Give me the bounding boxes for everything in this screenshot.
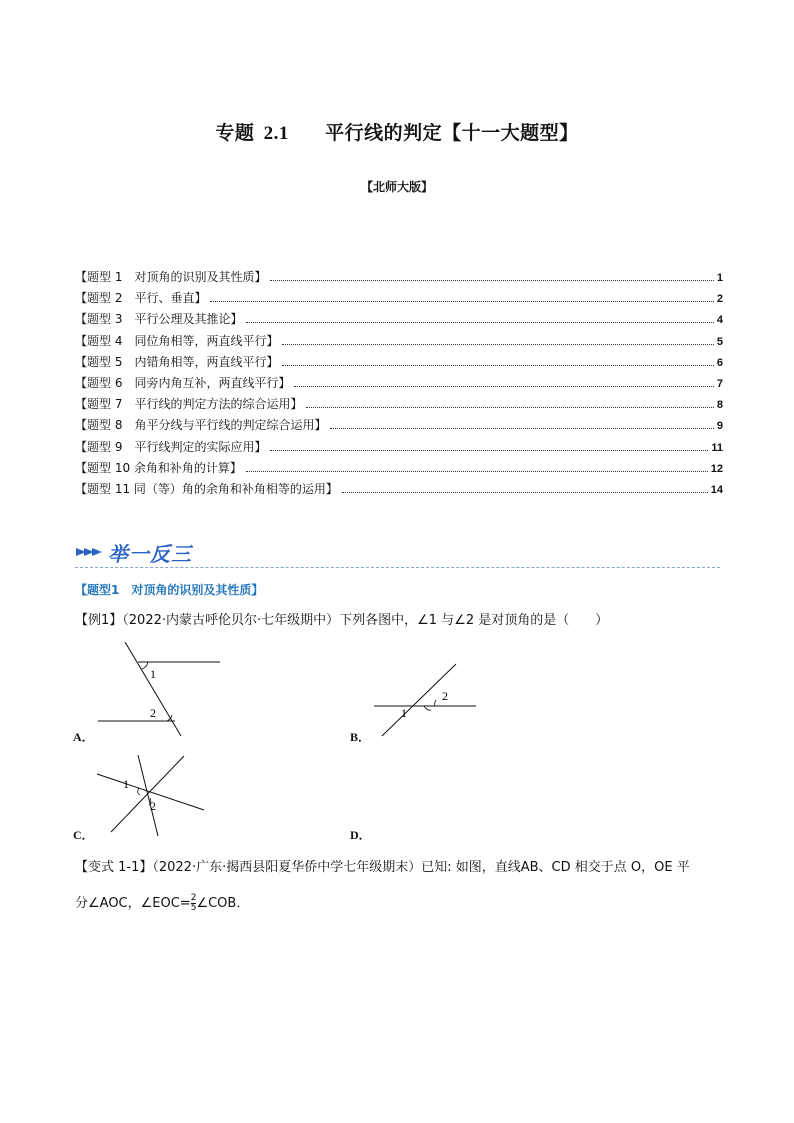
- toc-item[interactable]: [75, 395, 723, 416]
- angle-label-2: 2: [442, 689, 448, 703]
- toc-item[interactable]: [75, 459, 723, 480]
- toc-page: 2: [716, 293, 723, 306]
- toc-page: 11: [711, 441, 723, 454]
- figure-c: [94, 752, 209, 842]
- angle-label-1: 1: [401, 706, 407, 720]
- toc-item[interactable]: [75, 268, 723, 289]
- toc-label: 【题型 1 对顶角的识别及其性质】: [75, 270, 267, 284]
- title-main: 平行线的判定【十一大题型】: [325, 122, 579, 144]
- toc-page: 1: [716, 272, 723, 284]
- angle-label-2: 2: [150, 706, 156, 720]
- variant-question-line1: 【变式 1-1】（2022·广东·揭西县阳夏华侨中学七年级期末）已知: 如图，直线AB、CD 相交于点 O，OE 平: [75, 860, 690, 875]
- toc-label: 【题型 5 内错角相等，两直线平行】: [75, 354, 279, 369]
- toc-label: 【题型 7 平行线的判定方法的综合运用】: [75, 397, 303, 412]
- toc-label: 【题型 8 角平分线与平行线的判定综合运用】: [75, 418, 327, 433]
- toc-label: 【题型 11 同（等）角的余角和补角相等的运用】: [75, 481, 338, 496]
- option-b[interactable]: B．: [350, 730, 371, 744]
- toc-item[interactable]: [75, 480, 723, 501]
- option-d[interactable]: D．: [350, 828, 371, 842]
- toc-page: 9: [716, 420, 723, 433]
- toc-label: 【题型 9 平行线判定的实际应用】: [75, 439, 267, 454]
- title-number: 2.1: [263, 123, 289, 144]
- variant-line2-pre: 分∠AOC，∠EOC=: [75, 896, 191, 911]
- toc-page: 8: [716, 399, 723, 412]
- toc-page: 5: [716, 335, 723, 348]
- toc-label: 【题型 4 同位角相等，两直线平行】: [75, 333, 279, 348]
- toc-page: 7: [716, 377, 723, 390]
- page-title: [0, 118, 794, 145]
- section-divider: [75, 567, 720, 568]
- figure-a: [95, 640, 225, 740]
- variant-line2-post: ∠COB．: [196, 896, 250, 911]
- toc-item[interactable]: [75, 416, 723, 437]
- title-prefix: 专题: [215, 122, 255, 144]
- toc-page: 6: [716, 356, 723, 369]
- toc-item[interactable]: [75, 374, 723, 395]
- angle-label-1: 1: [150, 667, 156, 681]
- toc-label: 【题型 2 平行、垂直】: [75, 291, 207, 306]
- toc-label: 【题型 10 余角和补角的计算】: [75, 460, 242, 475]
- option-a[interactable]: A．: [73, 730, 94, 744]
- angle-label-2: 2: [150, 799, 156, 813]
- figure-b: [370, 660, 480, 740]
- edition-label: 【北师大版】: [360, 180, 433, 194]
- toc-item[interactable]: [75, 332, 723, 353]
- table-of-contents: [75, 268, 723, 501]
- toc-page: 14: [710, 483, 723, 496]
- toc-item[interactable]: [75, 289, 723, 310]
- toc-item[interactable]: [75, 438, 723, 459]
- angle-label-1: 1: [123, 777, 129, 791]
- toc-page: 4: [716, 314, 723, 327]
- toc-item[interactable]: [75, 310, 723, 331]
- toc-label: 【题型 6 同旁内角互补，两直线平行】: [75, 375, 291, 390]
- fraction-numerator: 2: [190, 893, 197, 903]
- toc-item[interactable]: [75, 353, 723, 374]
- fraction-denominator: 5: [190, 903, 197, 913]
- variant-question-line2: [75, 893, 725, 915]
- option-c[interactable]: C．: [73, 828, 94, 842]
- example-question: 【例1】（2022·内蒙古呼伦贝尔·七年级期中）下列各图中，∠1 与∠2 是对顶角的是（ ）: [75, 613, 609, 628]
- section-heading: 【题型1 对顶角的识别及其性质】: [75, 583, 264, 597]
- banner-title: 举一反三: [108, 542, 192, 566]
- toc-label: 【题型 3 平行公理及其推论】: [75, 312, 243, 327]
- toc-page: 12: [710, 462, 723, 475]
